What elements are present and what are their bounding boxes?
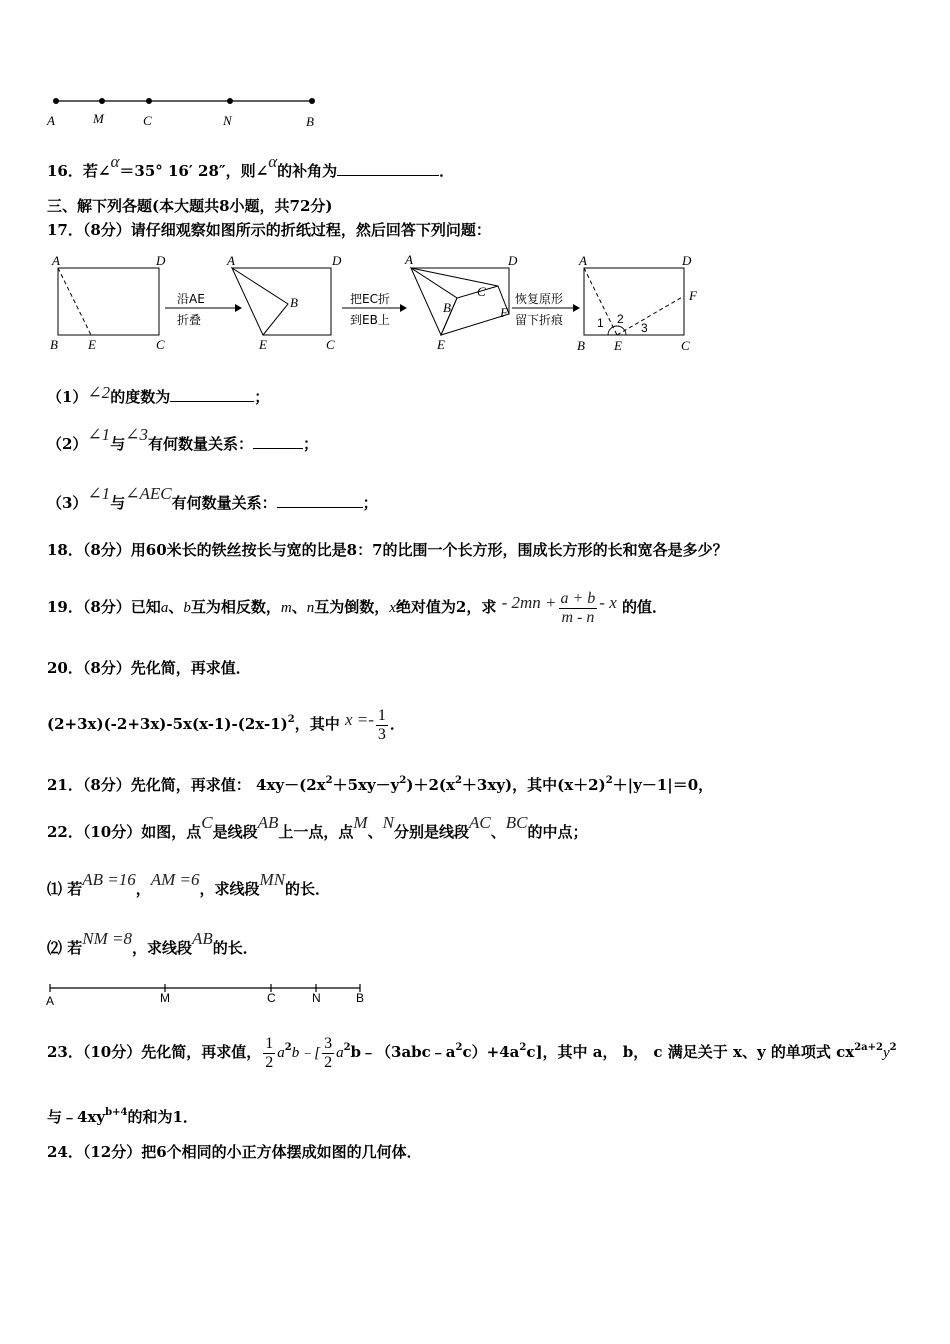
answer-blank	[337, 161, 439, 176]
svg-text:C: C	[326, 337, 335, 352]
label-B: B	[306, 114, 314, 129]
fraction: $\frac{1}{3}$	[377, 706, 386, 743]
svg-text:B: B	[443, 300, 451, 315]
answer-blank	[253, 434, 303, 449]
svg-text:C: C	[681, 338, 690, 353]
svg-text:E: E	[437, 337, 445, 352]
question-24: 24．（12分）把6个相同的小正方体摆成如图的几何体．	[47, 1143, 422, 1161]
question-22-part1: ⑴ 若AB =16，AM =6，求线段MN的长．	[47, 870, 331, 898]
question-17-part2: （2）∠1与∠3有何数量关系： ；	[47, 425, 318, 453]
svg-text:折叠: 折叠	[177, 313, 202, 327]
svg-text:F: F	[689, 288, 697, 303]
question-18: 18．（8分）用60米长的铁丝按长与宽的比是8：7的比围一个长方形，围成长方形的长和宽各是多少？	[47, 541, 728, 559]
svg-text:D: D	[332, 253, 342, 268]
svg-text:沿AE: 沿AE	[177, 292, 205, 306]
svg-text:2: 2	[617, 312, 624, 326]
fraction: $\frac{1}{2}$	[265, 1034, 274, 1071]
folding-figure	[0, 250, 950, 370]
question-17-part3: （3）∠1与∠AEC有何数量关系： ；	[47, 484, 378, 512]
svg-text:M: M	[160, 991, 170, 1005]
segment-figure-q22	[0, 980, 950, 1020]
svg-text:B: B	[50, 337, 58, 352]
svg-text:A: A	[405, 252, 413, 267]
label-N: N	[223, 113, 232, 128]
svg-text:把EC折: 把EC折	[350, 292, 390, 306]
svg-text:A: A	[52, 253, 60, 268]
label-C: C	[143, 113, 152, 128]
svg-text:3: 3	[641, 321, 648, 335]
svg-text:E: E	[88, 337, 96, 352]
answer-blank	[277, 493, 363, 508]
question-17: 17．（8分）请仔细观察如图所示的折纸过程，然后回答下列问题：	[47, 221, 491, 239]
svg-text:B: B	[356, 991, 365, 1005]
svg-text:1: 1	[597, 316, 604, 330]
svg-text:D: D	[508, 253, 518, 268]
question-17-part1: （1）∠2的度数为 ；	[47, 383, 270, 406]
label-M: M	[93, 111, 104, 126]
svg-text:D: D	[682, 253, 692, 268]
svg-text:B: B	[577, 338, 585, 353]
question-20-head: 20．（8分）先化简，再求值．	[47, 659, 251, 677]
question-22: 22．（10分）如图，点C是线段AB上一点，点M、N分别是线段AC、BC的中点；	[47, 813, 588, 841]
svg-text:B: B	[290, 295, 298, 310]
svg-text:A: A	[579, 253, 587, 268]
segment-figure-top	[0, 0, 950, 140]
fraction: $\frac{a + b}{m - n}$	[560, 589, 596, 626]
svg-text:N: N	[312, 991, 321, 1005]
fraction: $\frac{3}{2}$	[324, 1034, 333, 1071]
question-21: 21．（8分）先化简，再求值： $4xy-(2x^2+5xy-y^2)+2(x^2+3xy)$，其中$(x+2)^2+|y-1|=0$，	[47, 775, 714, 794]
svg-text:留下折痕: 留下折痕	[515, 313, 564, 327]
svg-text:C: C	[477, 284, 486, 299]
svg-text:到EB上: 到EB上	[350, 313, 390, 327]
svg-text:E: E	[259, 337, 267, 352]
question-23-line2: 与$﹣4xy^{b+4}$的和为1．	[47, 1107, 198, 1126]
question-20-expr: $(2+3x)(-2+3x)-5x(x-1)-(2x-1)^2$，其中 x =- $\frac{1}{3}$ ．	[47, 706, 405, 743]
svg-text:D: D	[156, 253, 166, 268]
svg-text:恢复原形: 恢复原形	[515, 292, 564, 306]
svg-text:A: A	[46, 994, 55, 1008]
label-A: A	[47, 113, 55, 128]
question-23: 23．（10分）先化简，再求值， $\frac{1}{2}$ $a^2b﹣$[ $\frac{3}{2}$ $a^2b﹣(3abc﹣a^2c)+4a^2c$]，其中 a， b， c 满足关于 x、y 的单项式 $cx^{2a+2}y^2$	[47, 1034, 897, 1071]
svg-text:A: A	[227, 253, 235, 268]
section-heading: 三、解下列各题(本大题共8小题，共72分)	[47, 197, 333, 215]
svg-text:C: C	[156, 337, 165, 352]
question-19: 19．（8分）已知a、b互为相反数，m、n互为倒数，x绝对值为2，求 - 2mn + $\frac{a + b}{m - n}$ - x 的值．	[47, 589, 668, 626]
svg-text:E: E	[614, 338, 622, 353]
question-16: 16．若∠α＝35° 16′ 28″，则∠α的补角为 ．	[47, 152, 455, 180]
answer-blank	[170, 387, 254, 402]
question-22-part2: ⑵ 若NM =8，求线段AB的长．	[47, 929, 258, 957]
svg-text:C: C	[267, 991, 276, 1005]
svg-text:F: F	[500, 305, 508, 320]
